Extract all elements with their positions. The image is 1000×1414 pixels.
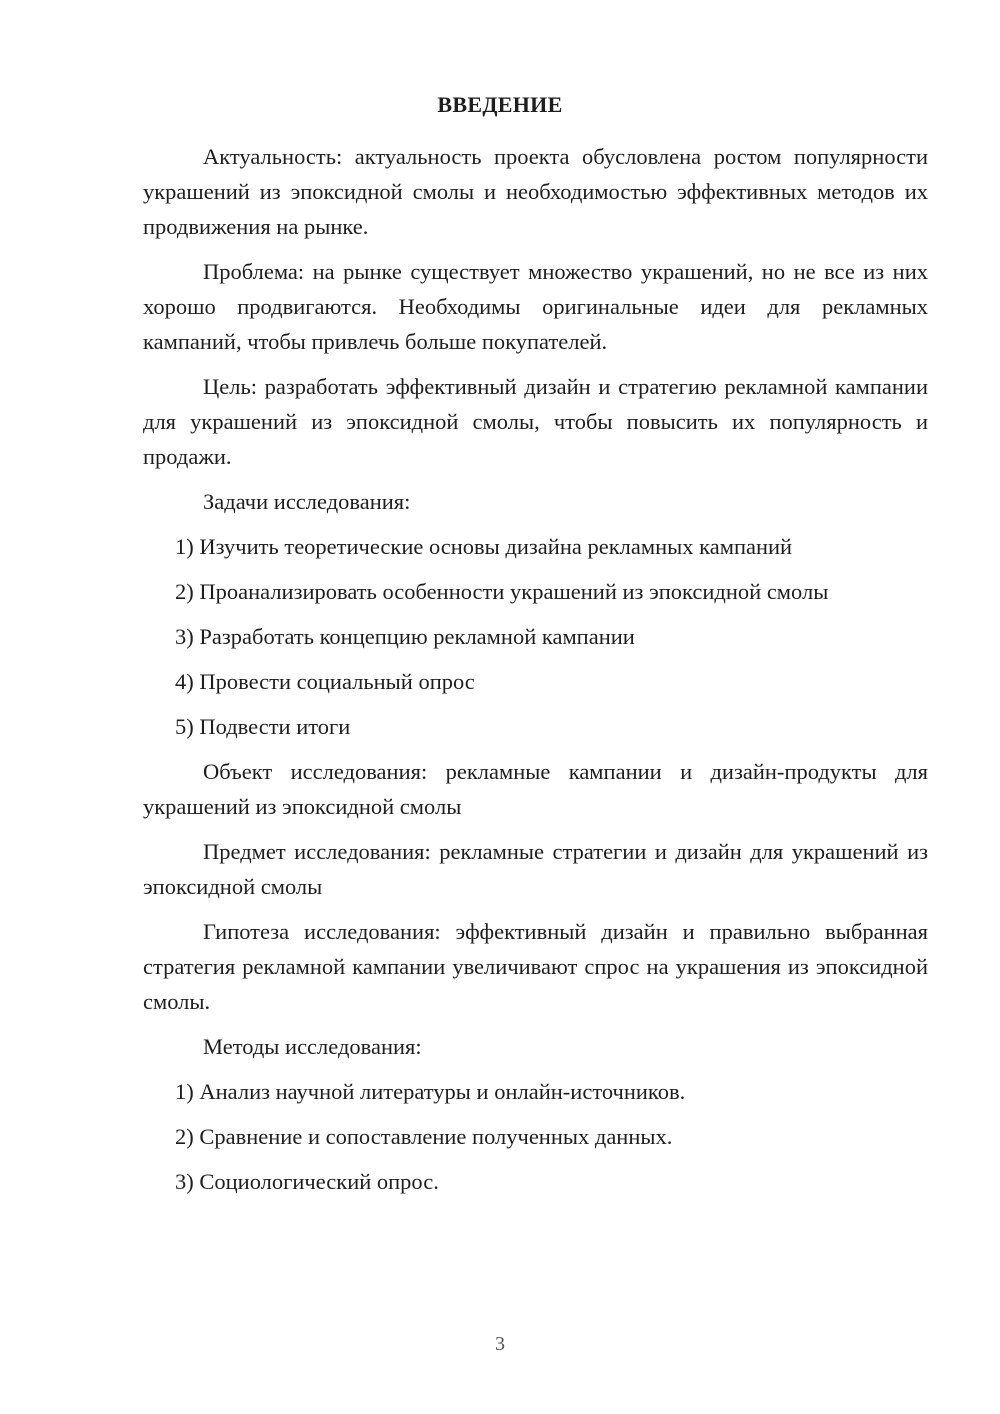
problem-paragraph: Проблема: на рынке существует множество украшений, но не все из них хорошо продвигаются. Необходимы оригинальные идеи для рекламных кампаний, чтобы привлечь больше покупателей. [143,259,928,354]
list-item: 1) Изучить теоретические основы дизайна рекламных кампаний [175,534,793,559]
methods-heading: Методы исследования: [203,1034,422,1059]
subject-paragraph: Предмет исследования: рекламные стратегии и дизайн для украшений из эпоксидной смолы [143,839,928,899]
list-item: 2) Проанализировать особенности украшений из эпоксидной смолы [175,579,829,604]
relevance-paragraph: Актуальность: актуальность проекта обусловлена ростом популярности украшений из эпоксидной смолы и необходимостью эффективных методов их продвижения на рынке. [143,144,928,239]
methods-list [143,1074,928,1199]
list-item: 2) Сравнение и сопоставление полученных данных. [175,1124,673,1149]
list-item: 1) Анализ научной литературы и онлайн-источников. [175,1079,686,1104]
page-title: ВВЕДЕНИЕ [437,92,563,117]
page-number: 3 [495,1333,505,1355]
goal-paragraph: Цель: разработать эффективный дизайн и стратегию рекламной кампании для украшений из эпоксидной смолы, чтобы повысить их популярность и продажи. [143,374,928,469]
list-item: 5) Подвести итоги [175,714,351,739]
list-item: 3) Социологический опрос. [175,1169,439,1194]
tasks-list [143,529,928,744]
list-item: 4) Провести социальный опрос [175,669,475,694]
hypothesis-paragraph: Гипотеза исследования: эффективный дизайн и правильно выбранная стратегия рекламной кампании увеличивают спрос на украшения из эпоксидной смолы. [143,919,928,1014]
tasks-heading: Задачи исследования: [203,489,411,514]
list-item: 3) Разработать концепцию рекламной кампании [175,624,635,649]
object-paragraph: Объект исследования: рекламные кампании и дизайн-продукты для украшений из эпоксидной смолы [143,759,928,819]
document-body [143,139,928,1209]
